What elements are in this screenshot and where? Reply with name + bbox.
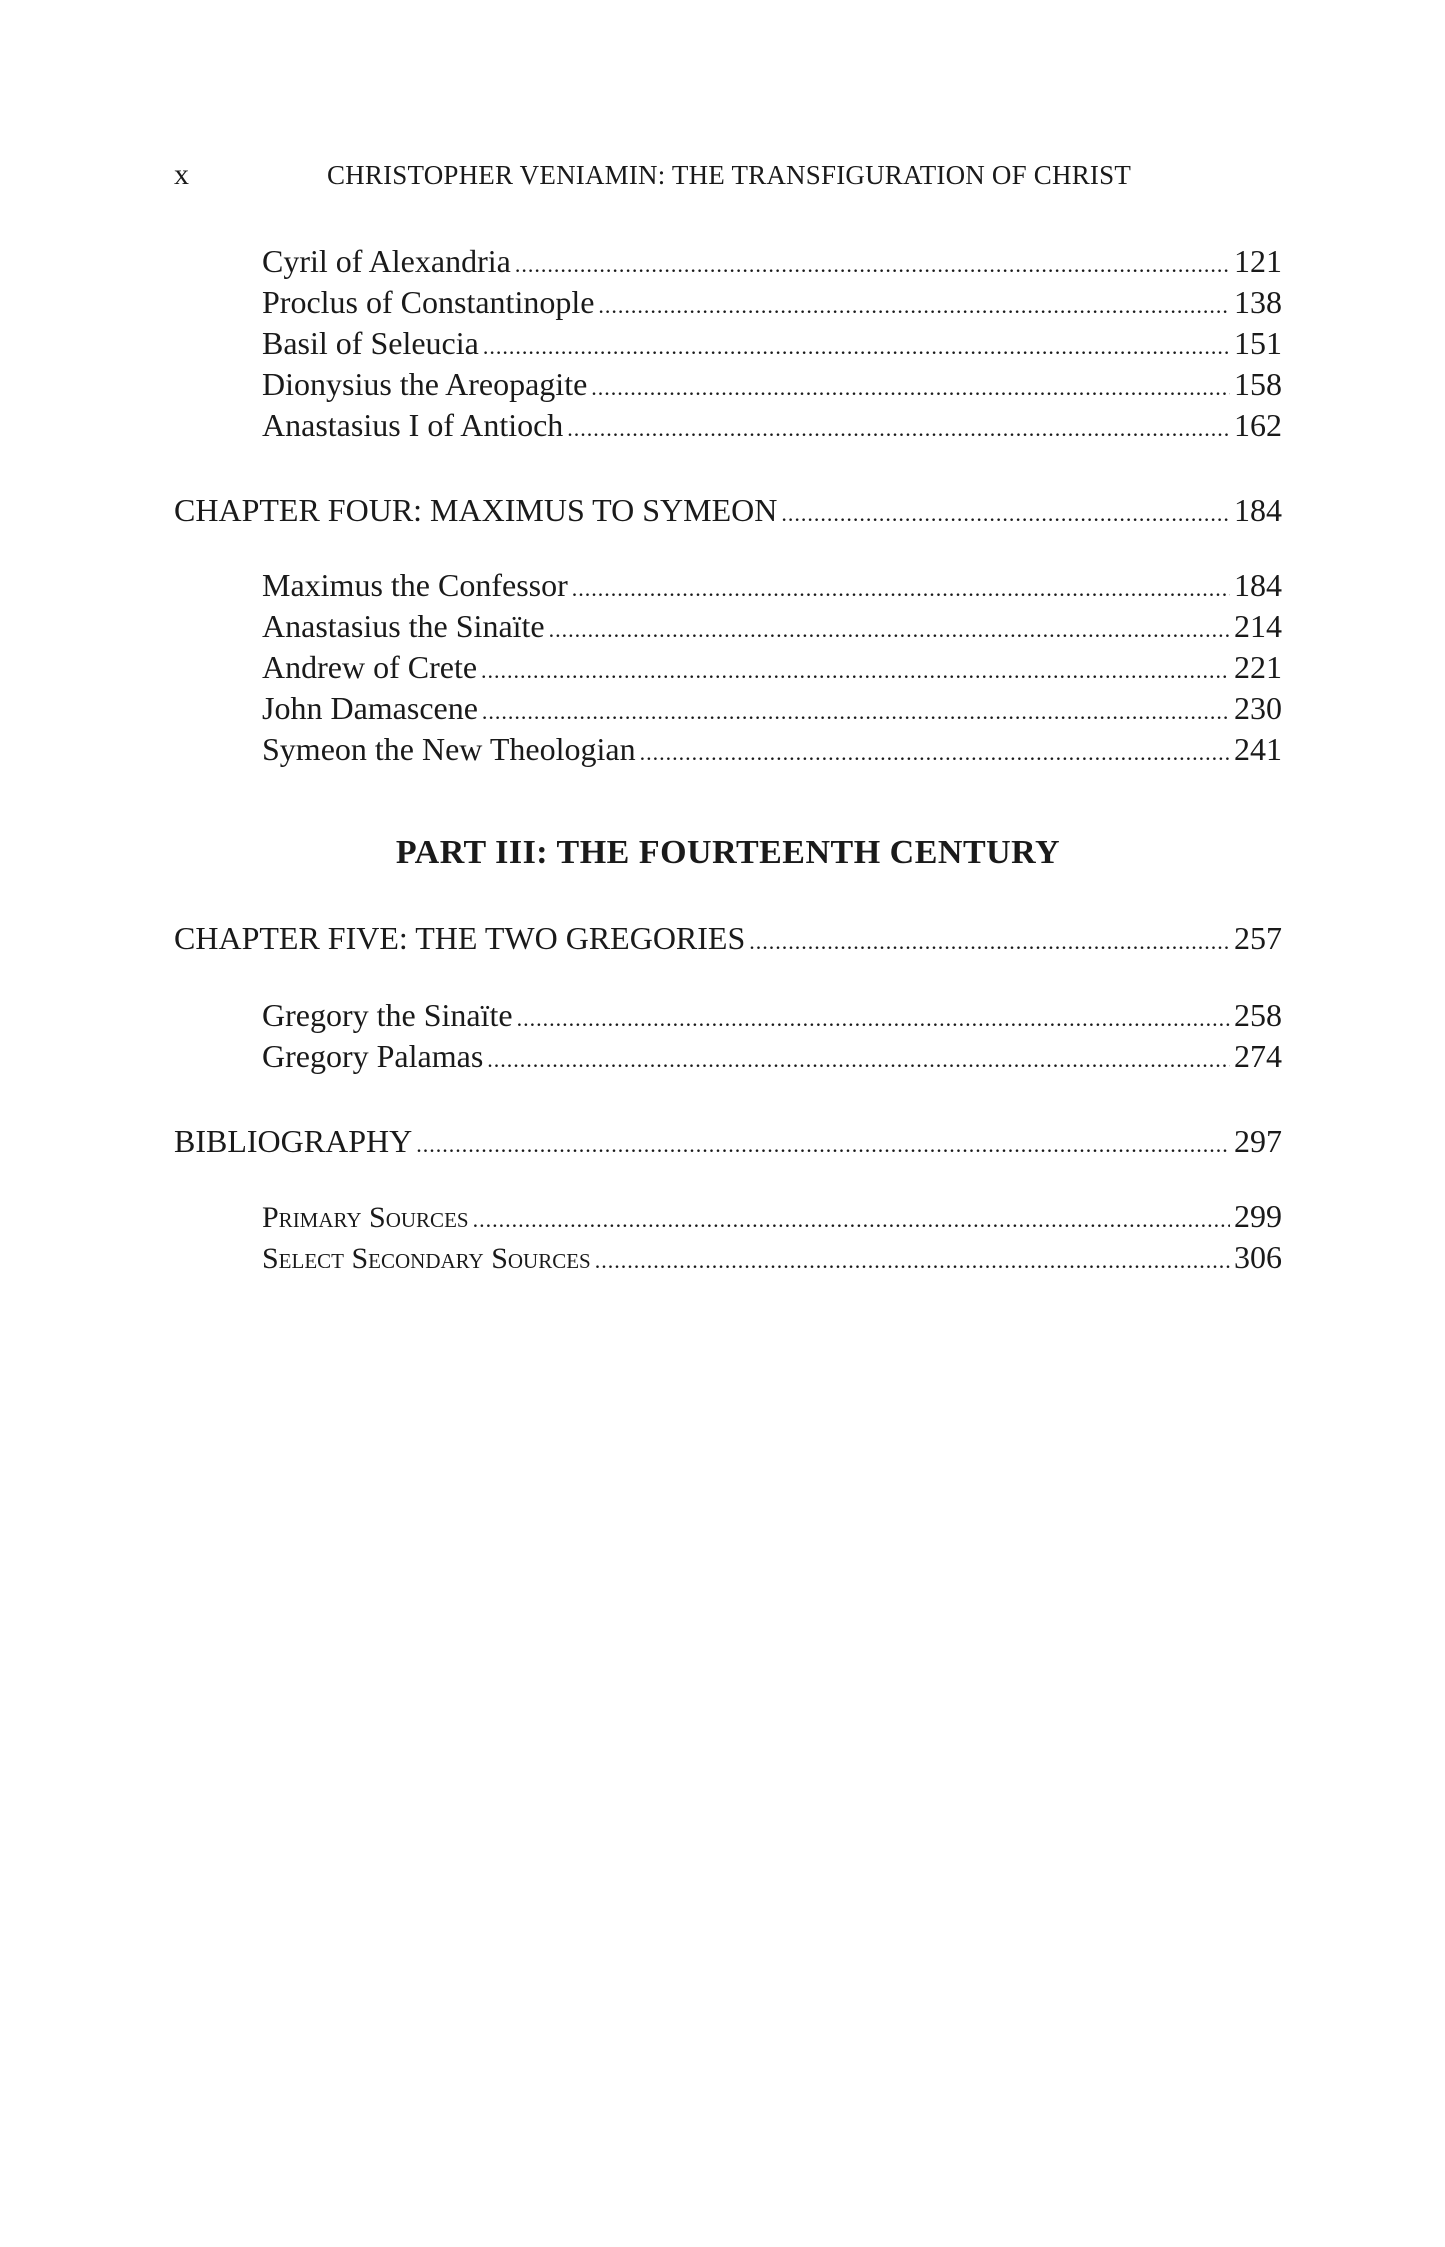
dot-leader [572, 569, 1230, 609]
toc-entry-page: 299 [1234, 1198, 1282, 1234]
toc-entry-label: Select Secondary Sources [262, 1242, 591, 1275]
toc-chapter-page: 184 [1234, 492, 1282, 528]
toc-entry-label: Maximus the Confessor [262, 567, 568, 603]
toc-entry-page: 121 [1234, 243, 1282, 279]
toc-entry-label: Proclus of Constantinople [262, 284, 595, 320]
toc-entry-label: Symeon the New Theologian [262, 731, 636, 767]
toc-entry-page: 151 [1234, 325, 1282, 361]
toc-entry[interactable] [262, 647, 1282, 691]
toc-entry-label: Dionysius the Areopagite [262, 366, 588, 402]
dot-leader [473, 1200, 1230, 1240]
toc-entry-label: Gregory Palamas [262, 1038, 484, 1074]
dot-leader [482, 692, 1230, 732]
toc-chapter-four[interactable] [174, 490, 1282, 534]
toc-chapter-label: BIBLIOGRAPHY [174, 1123, 413, 1159]
toc-entry[interactable] [262, 1237, 1282, 1281]
toc-chapter-label: CHAPTER FOUR: MAXIMUS TO SYMEON [174, 492, 778, 528]
dot-leader [640, 733, 1230, 773]
toc-chapter-label: CHAPTER FIVE: THE TWO GREGORIES [174, 920, 746, 956]
dot-leader [749, 922, 1230, 962]
toc-chapter-page: 257 [1234, 920, 1282, 956]
toc-entry-label: Basil of Seleucia [262, 325, 479, 361]
toc-entry[interactable] [262, 282, 1282, 326]
toc-entry-label: Anastasius I of Antioch [262, 407, 564, 443]
dot-leader [517, 999, 1230, 1039]
toc-entry-page: 138 [1234, 284, 1282, 320]
toc-entry[interactable] [262, 995, 1282, 1039]
toc-bibliography[interactable] [174, 1121, 1282, 1165]
dot-leader [595, 1241, 1230, 1281]
toc-entry[interactable] [262, 729, 1282, 773]
toc-entry-page: 274 [1234, 1038, 1282, 1074]
toc-chapter-five[interactable] [174, 918, 1282, 962]
dot-leader [483, 327, 1230, 367]
dot-leader [591, 368, 1230, 408]
running-head [174, 158, 1284, 198]
toc-entry-label: Andrew of Crete [262, 649, 478, 685]
toc-entry[interactable] [262, 565, 1282, 609]
toc-entry[interactable] [262, 364, 1282, 408]
toc-entry[interactable] [262, 1196, 1282, 1240]
toc-entry-page: 241 [1234, 731, 1282, 767]
page-number: x [174, 158, 189, 191]
toc-entry-page: 258 [1234, 997, 1282, 1033]
toc-entry-label: John Damascene [262, 690, 478, 726]
dot-leader [598, 286, 1230, 326]
dot-leader [481, 651, 1230, 691]
toc-entry-label: Anastasius the Sinaïte [262, 608, 545, 644]
toc-entry[interactable] [262, 405, 1282, 449]
dot-leader [549, 610, 1230, 650]
toc-chapter-page: 297 [1234, 1123, 1282, 1159]
dot-leader [487, 1040, 1230, 1080]
toc-entry-label: Primary Sources [262, 1201, 469, 1234]
toc-entry[interactable] [262, 1036, 1282, 1080]
toc-entry-page: 306 [1234, 1239, 1282, 1275]
toc-entry[interactable] [262, 323, 1282, 367]
toc-entry-page: 230 [1234, 690, 1282, 726]
toc-entry-label: Gregory the Sinaïte [262, 997, 513, 1033]
toc-entry-page: 221 [1234, 649, 1282, 685]
toc-entry[interactable] [262, 688, 1282, 732]
dot-leader [416, 1125, 1230, 1165]
running-title: CHRISTOPHER VENIAMIN: THE TRANSFIGURATION OF CHRIST [326, 160, 1132, 190]
dot-leader [515, 245, 1230, 285]
dot-leader [567, 409, 1230, 449]
toc-entry[interactable] [262, 241, 1282, 285]
toc-entry-page: 158 [1234, 366, 1282, 402]
dot-leader [781, 494, 1230, 534]
toc-entry[interactable] [262, 606, 1282, 650]
toc-entry-page: 162 [1234, 407, 1282, 443]
toc-entry-page: 214 [1234, 608, 1282, 644]
part-heading: PART III: THE FOURTEENTH CENTURY [395, 834, 1061, 871]
toc-entry-page: 184 [1234, 567, 1282, 603]
toc-entry-label: Cyril of Alexandria [262, 243, 511, 279]
